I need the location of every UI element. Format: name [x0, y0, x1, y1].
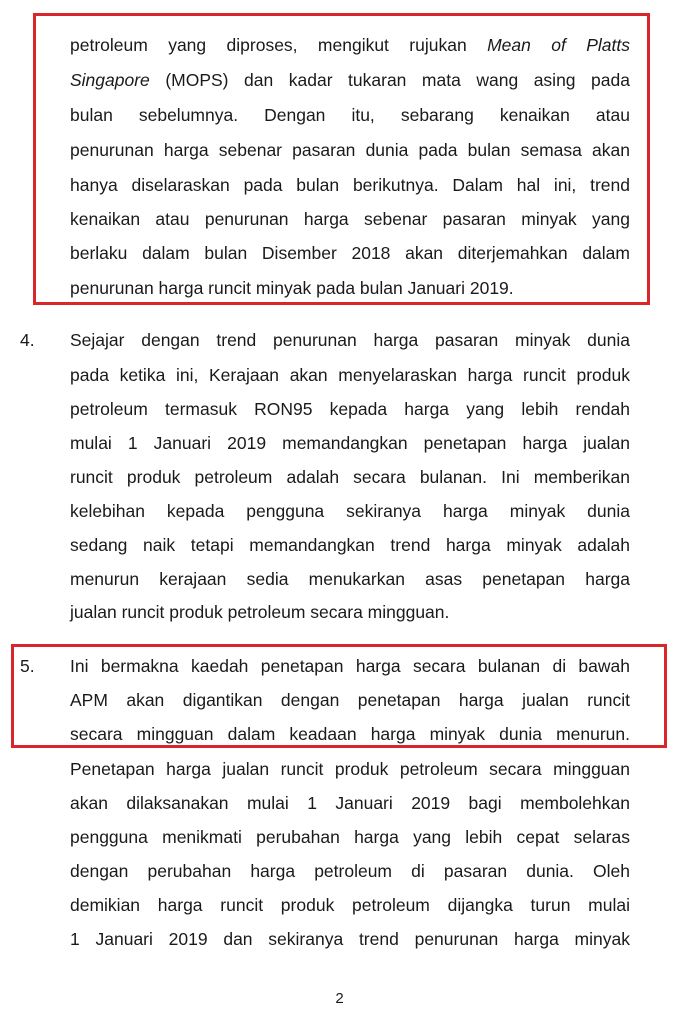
paragraph-line: runcit produk petroleum adalah secara bulanan. Ini memberikan — [70, 467, 630, 487]
paragraph-line: secara mingguan dalam keadaan harga minyak dunia menurun. — [70, 724, 630, 744]
paragraph-number: 5. — [20, 656, 35, 676]
paragraph-line: penurunan harga runcit minyak pada bulan Januari 2019. — [70, 278, 514, 298]
paragraph-number: 4. — [20, 330, 35, 350]
paragraph-line: berlaku dalam bulan Disember 2018 akan diterjemahkan dalam — [70, 243, 630, 263]
paragraph-line: petroleum yang diproses, mengikut rujukan Mean of Platts — [70, 35, 630, 55]
paragraph-line: akan dilaksanakan mulai 1 Januari 2019 bagi membolehkan — [70, 793, 630, 813]
paragraph-line: Ini bermakna kaedah penetapan harga secara bulanan di bawah — [70, 656, 630, 676]
paragraph-line: dengan perubahan harga petroleum di pasaran dunia. Oleh — [70, 861, 630, 881]
paragraph-line: kelebihan kepada pengguna sekiranya harga minyak dunia — [70, 501, 630, 521]
paragraph-line: petroleum termasuk RON95 kepada harga yang lebih rendah — [70, 399, 630, 419]
paragraph-line: APM akan digantikan dengan penetapan harga jualan runcit — [70, 690, 630, 710]
paragraph-line: jualan runcit produk petroleum secara mingguan. — [70, 602, 450, 622]
paragraph-line: pengguna menikmati perubahan harga yang lebih cepat selaras — [70, 827, 630, 847]
paragraph-line: Sejajar dengan trend penurunan harga pasaran minyak dunia — [70, 330, 630, 350]
paragraph-line: 1 Januari 2019 dan sekiranya trend penurunan harga minyak — [70, 929, 630, 949]
paragraph-line: penurunan harga sebenar pasaran dunia pada bulan semasa akan — [70, 140, 630, 160]
page-number: 2 — [335, 990, 344, 1007]
paragraph-line: Singapore (MOPS) dan kadar tukaran mata wang asing pada — [70, 70, 630, 90]
paragraph-line: mulai 1 Januari 2019 memandangkan penetapan harga jualan — [70, 433, 630, 453]
paragraph-line: demikian harga runcit produk petroleum dijangka turun mulai — [70, 895, 630, 915]
paragraph-line: menurun kerajaan sedia menukarkan asas penetapan harga — [70, 569, 630, 589]
paragraph-line: pada ketika ini, Kerajaan akan menyelaraskan harga runcit produk — [70, 365, 630, 385]
paragraph-line: sedang naik tetapi memandangkan trend harga minyak adalah — [70, 535, 630, 555]
paragraph-line: bulan sebelumnya. Dengan itu, sebarang kenaikan atau — [70, 105, 630, 125]
paragraph-line: hanya diselaraskan pada bulan berikutnya. Dalam hal ini, trend — [70, 175, 630, 195]
paragraph-line: kenaikan atau penurunan harga sebenar pasaran minyak yang — [70, 209, 630, 229]
paragraph-line: Penetapan harga jualan runcit produk petroleum secara mingguan — [70, 759, 630, 779]
